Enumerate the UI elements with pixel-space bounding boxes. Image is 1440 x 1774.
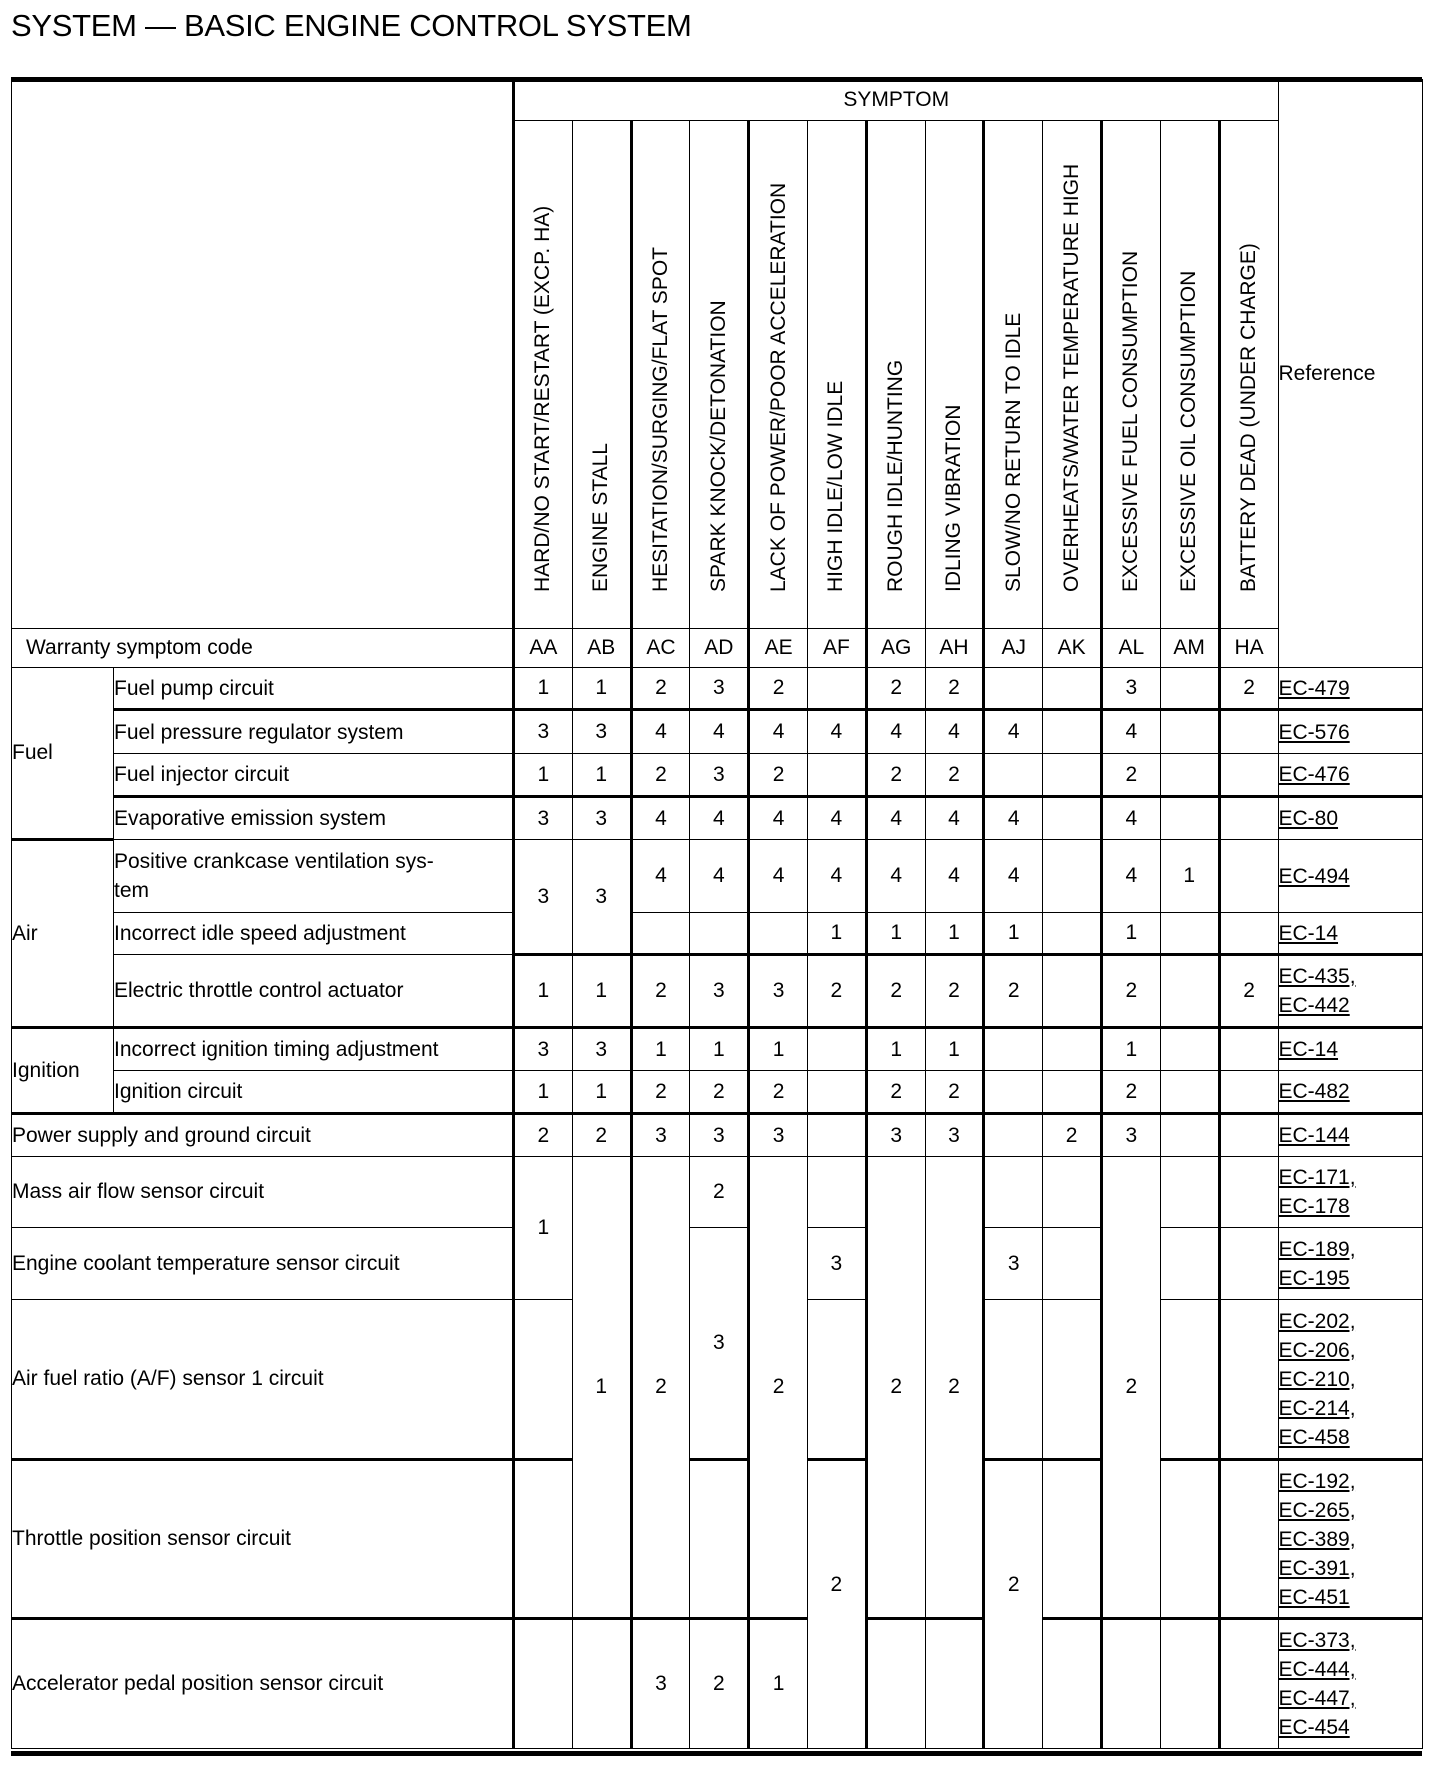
cell-AC: 4 <box>631 840 690 913</box>
cell-AE: 2 <box>749 1157 808 1619</box>
item-label: Engine coolant temperature sensor circuit <box>12 1228 514 1300</box>
cell-AA: 1 <box>514 955 573 1028</box>
table-row-etc-actuator <box>12 955 1423 1028</box>
cell-HA <box>1219 1460 1278 1619</box>
cell-AL: 2 <box>1101 754 1160 797</box>
item-label: Fuel pressure regulator system <box>114 710 514 754</box>
reference-link[interactable]: EC-444, <box>1278 1658 1356 1681</box>
code-AM: AM <box>1160 629 1219 668</box>
reference-link[interactable]: EC-454 <box>1278 1716 1350 1739</box>
cell-HA <box>1219 913 1278 955</box>
cell-HA <box>1219 1157 1278 1228</box>
symptom-header-HA: BATTERY DEAD (UNDER CHARGE) <box>1219 121 1278 629</box>
cell-AE: 4 <box>749 797 808 840</box>
cell-AJ <box>984 1157 1043 1228</box>
cell-AD: 2 <box>690 1157 749 1228</box>
warranty-code-row <box>12 629 1423 668</box>
cell-AB: 3 <box>572 1028 631 1071</box>
cell-AK <box>1043 754 1102 797</box>
table-row-pcv <box>12 840 1423 913</box>
cell-AM <box>1160 754 1219 797</box>
item-label: Mass air flow sensor circuit <box>12 1157 514 1228</box>
cell-AJ <box>984 1028 1043 1071</box>
cell-AC: 2 <box>631 668 690 710</box>
category-fuel: Fuel <box>12 668 114 840</box>
reference-cell <box>1278 1114 1422 1157</box>
cell-AF <box>807 1157 866 1228</box>
cell-AE: 1 <box>749 1619 808 1749</box>
code-AG: AG <box>866 629 925 668</box>
cell-AA: 1 <box>514 1157 573 1300</box>
cell-HA: 2 <box>1219 955 1278 1028</box>
cell-AH: 4 <box>925 797 984 840</box>
cell-AG: 4 <box>866 797 925 840</box>
cell-AB: 1 <box>572 754 631 797</box>
cell-HA <box>1219 1071 1278 1114</box>
table-row-app <box>12 1619 1423 1749</box>
symptom-group-row <box>12 80 1423 121</box>
table-row-idle-speed <box>12 913 1423 955</box>
cell-AL <box>1101 1619 1160 1749</box>
cell-AB <box>572 1619 631 1749</box>
cell-AC: 2 <box>631 955 690 1028</box>
page-title: SYSTEM — BASIC ENGINE CONTROL SYSTEM <box>11 8 692 43</box>
cell-HA <box>1219 710 1278 754</box>
cell-AH: 3 <box>925 1114 984 1157</box>
reference-cell <box>1278 754 1422 797</box>
cell-AC: 2 <box>631 1071 690 1114</box>
item-label: Air fuel ratio (A/F) sensor 1 circuit <box>12 1300 514 1460</box>
reference-cell <box>1278 840 1422 913</box>
cell-AF <box>807 1071 866 1114</box>
cell-AL: 2 <box>1101 955 1160 1028</box>
table-row-fuel-pressure <box>12 710 1423 754</box>
reference-link[interactable]: EC-389, <box>1278 1527 1356 1551</box>
reference-cell <box>1278 1157 1422 1228</box>
reference-link[interactable]: EC-214, <box>1278 1396 1356 1420</box>
cell-AE: 1 <box>749 1028 808 1071</box>
cell-AJ: 1 <box>984 913 1043 955</box>
blank-corner-cell <box>12 80 514 629</box>
cell-AD: 4 <box>690 797 749 840</box>
cell-AK <box>1043 1071 1102 1114</box>
cell-AF: 4 <box>807 840 866 913</box>
reference-link[interactable]: EC-435, <box>1278 965 1356 988</box>
cell-AM <box>1160 1157 1219 1228</box>
cell-HA: 2 <box>1219 668 1278 710</box>
reference-cell <box>1278 1460 1422 1619</box>
cell-AG: 2 <box>866 754 925 797</box>
reference-link[interactable]: EC-14 <box>1278 921 1339 945</box>
reference-link[interactable]: EC-192, <box>1278 1469 1356 1493</box>
cell-AF: 2 <box>807 955 866 1028</box>
cell-HA <box>1219 1028 1278 1071</box>
cell-AE: 2 <box>749 668 808 710</box>
cell-AC: 2 <box>631 754 690 797</box>
code-AB: AB <box>572 629 631 668</box>
cell-AA: 1 <box>514 754 573 797</box>
cell-AG: 4 <box>866 840 925 913</box>
cell-AL: 2 <box>1101 1157 1160 1619</box>
table-row-power-ground <box>12 1114 1423 1157</box>
table-row-ign-circuit <box>12 1071 1423 1114</box>
reference-link[interactable]: EC-482 <box>1278 1080 1350 1103</box>
cell-AD: 3 <box>690 1114 749 1157</box>
item-label: Positive crankcase ventilation sys- tem <box>114 840 514 913</box>
cell-AM: 1 <box>1160 840 1219 913</box>
symptom-header-AA: HARD/NO START/RESTART (EXCP. HA) <box>514 121 573 629</box>
code-AL: AL <box>1101 629 1160 668</box>
cell-AC: 4 <box>631 797 690 840</box>
cell-AK <box>1043 913 1102 955</box>
cell-AE: 4 <box>749 710 808 754</box>
cell-AG: 1 <box>866 1028 925 1071</box>
cell-AJ: 4 <box>984 840 1043 913</box>
reference-cell <box>1278 797 1422 840</box>
reference-link[interactable]: EC-451 <box>1278 1585 1350 1609</box>
cell-AK <box>1043 1460 1102 1619</box>
cell-AL: 4 <box>1101 840 1160 913</box>
cell-HA <box>1219 840 1278 913</box>
item-label: Fuel pump circuit <box>114 668 514 710</box>
cell-AA <box>514 1619 573 1749</box>
cell-AF <box>807 1114 866 1157</box>
cell-AD: 3 <box>690 668 749 710</box>
code-AC: AC <box>631 629 690 668</box>
reference-link[interactable]: EC-14 <box>1278 1038 1339 1061</box>
cell-AH: 2 <box>925 1071 984 1114</box>
cell-AD: 3 <box>690 754 749 797</box>
cell-AC: 3 <box>631 1619 690 1749</box>
cell-AH <box>925 1619 984 1749</box>
cell-AL: 2 <box>1101 1071 1160 1114</box>
reference-link[interactable]: EC-202, <box>1278 1309 1356 1333</box>
cell-AM <box>1160 1114 1219 1157</box>
cell-AB: 3 <box>572 710 631 754</box>
cell-AE: 3 <box>749 955 808 1028</box>
reference-cell <box>1278 1300 1422 1460</box>
cell-AD: 3 <box>690 955 749 1028</box>
reference-link[interactable]: EC-447, <box>1278 1687 1356 1710</box>
cell-AM <box>1160 1460 1219 1619</box>
cell-AF <box>807 1300 866 1460</box>
cell-HA <box>1219 754 1278 797</box>
cell-AK <box>1043 1619 1102 1749</box>
bottom-rule <box>11 1751 1422 1756</box>
cell-AD: 2 <box>690 1071 749 1114</box>
code-AD: AD <box>690 629 749 668</box>
item-label: Ignition circuit <box>114 1071 514 1114</box>
cell-AG: 2 <box>866 1157 925 1619</box>
reference-cell <box>1278 913 1422 955</box>
reference-cell <box>1278 1619 1422 1749</box>
cell-AL: 3 <box>1101 1114 1160 1157</box>
item-label: Fuel injector circuit <box>114 754 514 797</box>
cell-AA <box>514 1460 573 1619</box>
cell-AK <box>1043 1300 1102 1460</box>
cell-AG: 2 <box>866 1071 925 1114</box>
cell-AM <box>1160 955 1219 1028</box>
cell-AJ <box>984 668 1043 710</box>
reference-link[interactable]: EC-576 <box>1278 720 1350 744</box>
cell-AF: 2 <box>807 1460 866 1749</box>
cell-AK <box>1043 710 1102 754</box>
symptom-header-AE: LACK OF POWER/POOR ACCELERATION <box>749 121 808 629</box>
table-row-ign-timing <box>12 1028 1423 1071</box>
cell-AE: 2 <box>749 1071 808 1114</box>
cell-AG: 4 <box>866 710 925 754</box>
cell-AL: 1 <box>1101 1028 1160 1071</box>
cell-AD: 2 <box>690 1619 749 1749</box>
code-AF: AF <box>807 629 866 668</box>
reference-link[interactable]: EC-144 <box>1278 1124 1350 1147</box>
cell-AK <box>1043 840 1102 913</box>
reference-link[interactable]: EC-479 <box>1278 676 1350 700</box>
table-row-ect <box>12 1228 1423 1300</box>
cell-AK <box>1043 797 1102 840</box>
reference-link[interactable]: EC-476 <box>1278 763 1350 786</box>
reference-link[interactable]: EC-80 <box>1278 807 1339 830</box>
cell-AE: 2 <box>749 754 808 797</box>
reference-cell <box>1278 710 1422 754</box>
cell-AF: 4 <box>807 797 866 840</box>
reference-link[interactable]: EC-458 <box>1278 1425 1350 1449</box>
cell-AA: 2 <box>514 1114 573 1157</box>
cell-AM <box>1160 668 1219 710</box>
item-label: Evaporative emission system <box>114 797 514 840</box>
cell-AA <box>514 1300 573 1460</box>
cell-AK <box>1043 1228 1102 1300</box>
reference-cell <box>1278 1028 1422 1071</box>
reference-cell <box>1278 955 1422 1028</box>
cell-AJ <box>984 1071 1043 1114</box>
cell-AD: 3 <box>690 1228 749 1460</box>
symptom-header-AL: EXCESSIVE FUEL CONSUMPTION <box>1101 121 1160 629</box>
cell-AL: 1 <box>1101 913 1160 955</box>
cell-AJ: 2 <box>984 955 1043 1028</box>
cell-AJ: 3 <box>984 1228 1043 1300</box>
cell-AL: 4 <box>1101 797 1160 840</box>
item-label: Electric throttle control actuator <box>114 955 514 1028</box>
cell-AD <box>690 913 749 955</box>
reference-link[interactable]: EC-189, <box>1278 1237 1356 1261</box>
code-AH: AH <box>925 629 984 668</box>
reference-link[interactable]: EC-171, <box>1278 1166 1356 1189</box>
cell-HA <box>1219 797 1278 840</box>
symptom-header-AD: SPARK KNOCK/DETONATION <box>690 121 749 629</box>
cell-AC: 4 <box>631 710 690 754</box>
code-AE: AE <box>749 629 808 668</box>
cell-HA <box>1219 1228 1278 1300</box>
reference-link[interactable]: EC-178 <box>1278 1195 1350 1218</box>
cell-AG: 3 <box>866 1114 925 1157</box>
cell-AK <box>1043 1157 1102 1228</box>
cell-AB: 2 <box>572 1114 631 1157</box>
cell-AK <box>1043 668 1102 710</box>
cell-AE: 4 <box>749 840 808 913</box>
cell-AH: 4 <box>925 840 984 913</box>
cell-AB: 3 <box>572 840 631 955</box>
cell-AB: 1 <box>572 955 631 1028</box>
reference-header: Reference <box>1278 80 1422 668</box>
cell-AD: 1 <box>690 1028 749 1071</box>
cell-AF <box>807 668 866 710</box>
cell-AA: 3 <box>514 710 573 754</box>
reference-link[interactable]: EC-391, <box>1278 1556 1356 1580</box>
item-label: Incorrect idle speed adjustment <box>114 913 514 955</box>
cell-AB: 1 <box>572 1157 631 1619</box>
cell-AJ <box>984 1114 1043 1157</box>
cell-AM <box>1160 797 1219 840</box>
cell-AC: 3 <box>631 1114 690 1157</box>
code-AJ: AJ <box>984 629 1043 668</box>
category-ignition: Ignition <box>12 1028 114 1114</box>
cell-AM <box>1160 1071 1219 1114</box>
reference-link[interactable]: EC-265, <box>1278 1498 1356 1522</box>
cell-AA: 3 <box>514 840 573 955</box>
cell-AC <box>631 913 690 955</box>
cell-AK <box>1043 1028 1102 1071</box>
item-label: Accelerator pedal position sensor circuit <box>12 1619 514 1749</box>
table-row-tps <box>12 1460 1423 1619</box>
category-air: Air <box>12 840 114 1028</box>
warranty-label: Warranty symptom code <box>12 629 514 668</box>
symptom-header-AC: HESITATION/SURGING/FLAT SPOT <box>631 121 690 629</box>
cell-AA: 3 <box>514 797 573 840</box>
table-row-fuel-injector <box>12 754 1423 797</box>
cell-AF <box>807 754 866 797</box>
cell-AM <box>1160 1619 1219 1749</box>
cell-AM <box>1160 913 1219 955</box>
cell-AD <box>690 1460 749 1619</box>
cell-AA: 3 <box>514 1028 573 1071</box>
reference-link[interactable]: EC-442 <box>1278 994 1350 1017</box>
reference-link[interactable]: EC-494 <box>1278 864 1350 888</box>
item-label: Incorrect ignition timing adjustment <box>114 1028 514 1071</box>
cell-AJ <box>984 754 1043 797</box>
table-row-maf <box>12 1157 1423 1228</box>
code-HA: HA <box>1219 629 1278 668</box>
cell-AC: 2 <box>631 1157 690 1619</box>
cell-AJ: 2 <box>984 1460 1043 1749</box>
cell-AH: 1 <box>925 913 984 955</box>
cell-AB: 3 <box>572 797 631 840</box>
cell-AA: 1 <box>514 668 573 710</box>
cell-AH: 4 <box>925 710 984 754</box>
symptom-header-AF: HIGH IDLE/LOW IDLE <box>807 121 866 629</box>
cell-AB: 1 <box>572 668 631 710</box>
cell-AH: 2 <box>925 1157 984 1619</box>
reference-cell <box>1278 1228 1422 1300</box>
cell-AM <box>1160 1300 1219 1460</box>
symptom-matrix-table <box>11 79 1423 1749</box>
reference-link[interactable]: EC-206, <box>1278 1338 1356 1362</box>
cell-HA <box>1219 1619 1278 1749</box>
symptom-group-header: SYMPTOM <box>514 80 1279 121</box>
cell-AJ: 4 <box>984 797 1043 840</box>
item-label: Power supply and ground circuit <box>12 1114 514 1157</box>
item-label: Throttle position sensor circuit <box>12 1460 514 1619</box>
cell-AF: 1 <box>807 913 866 955</box>
cell-AE <box>749 913 808 955</box>
cell-AH: 1 <box>925 1028 984 1071</box>
cell-AB: 1 <box>572 1071 631 1114</box>
cell-AG: 2 <box>866 668 925 710</box>
cell-AM <box>1160 1228 1219 1300</box>
cell-AF: 3 <box>807 1228 866 1300</box>
symptom-header-AK: OVERHEATS/WATER TEMPERATURE HIGH <box>1043 121 1102 629</box>
cell-AG: 1 <box>866 913 925 955</box>
code-AK: AK <box>1043 629 1102 668</box>
cell-AL: 4 <box>1101 710 1160 754</box>
cell-AH: 2 <box>925 955 984 1028</box>
reference-link[interactable]: EC-195 <box>1278 1266 1350 1290</box>
cell-AM <box>1160 710 1219 754</box>
table-row-fuel-pump <box>12 668 1423 710</box>
cell-AL: 3 <box>1101 668 1160 710</box>
cell-AD: 4 <box>690 710 749 754</box>
table-row-evap <box>12 797 1423 840</box>
reference-link[interactable]: EC-210, <box>1278 1367 1356 1391</box>
reference-cell <box>1278 1071 1422 1114</box>
cell-AG: 2 <box>866 955 925 1028</box>
reference-cell <box>1278 668 1422 710</box>
code-AA: AA <box>514 629 573 668</box>
cell-AJ <box>984 1300 1043 1460</box>
cell-AF <box>807 1028 866 1071</box>
cell-AH: 2 <box>925 668 984 710</box>
cell-AG <box>866 1619 925 1749</box>
cell-AJ: 4 <box>984 710 1043 754</box>
cell-AH: 2 <box>925 754 984 797</box>
symptom-header-AH: IDLING VIBRATION <box>925 121 984 629</box>
cell-AM <box>1160 1028 1219 1071</box>
cell-AK <box>1043 955 1102 1028</box>
cell-AF: 4 <box>807 710 866 754</box>
cell-AC: 1 <box>631 1028 690 1071</box>
symptom-header-AB: ENGINE STALL <box>572 121 631 629</box>
symptom-header-AG: ROUGH IDLE/HUNTING <box>866 121 925 629</box>
cell-HA <box>1219 1114 1278 1157</box>
cell-AD: 4 <box>690 840 749 913</box>
cell-AA: 1 <box>514 1071 573 1114</box>
cell-HA <box>1219 1300 1278 1460</box>
cell-AK: 2 <box>1043 1114 1102 1157</box>
symptom-header-AM: EXCESSIVE OIL CONSUMPTION <box>1160 121 1219 629</box>
reference-link[interactable]: EC-373, <box>1278 1629 1356 1652</box>
symptom-header-AJ: SLOW/NO RETURN TO IDLE <box>984 121 1043 629</box>
cell-AE: 3 <box>749 1114 808 1157</box>
